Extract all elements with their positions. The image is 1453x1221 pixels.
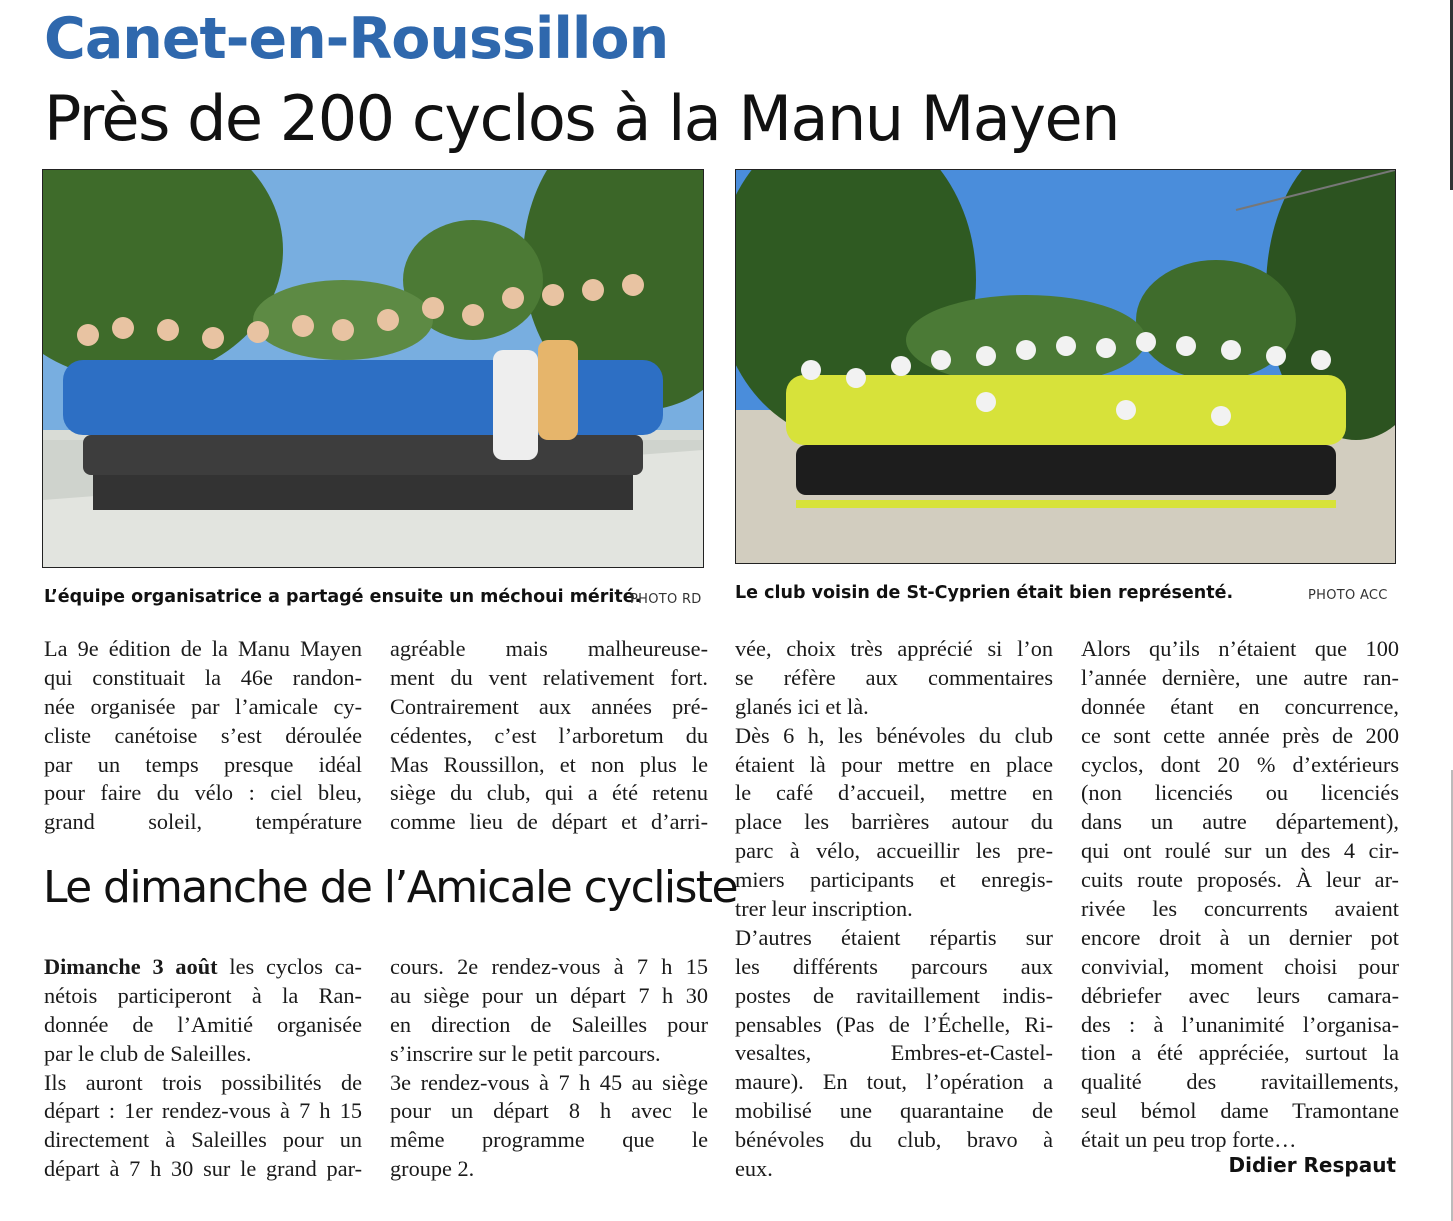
- text-line: donnée de l’Amitié organisée: [44, 1011, 362, 1037]
- text-line: comme lieu de départ et d’arri-: [390, 809, 708, 835]
- text-line: Mas Roussillon, et non plus le: [390, 751, 708, 777]
- author-signature: Didier Respaut: [1228, 1153, 1396, 1177]
- text-line: qualité des ravitaillements,: [1081, 1069, 1399, 1095]
- text-line: débriefer avec leurs camara-: [1081, 982, 1399, 1008]
- text-line: Dimanche 3 août les cyclos ca-: [44, 954, 362, 979]
- text-line: bénévoles du club, bravo à: [735, 1127, 1053, 1153]
- text-line: maure). En tout, l’opération a: [735, 1069, 1053, 1095]
- text-line: agréable mais malheureuse-: [390, 636, 708, 661]
- text-line: cyclos, dont 20 % d’extérieurs: [1081, 751, 1399, 777]
- text-line: convivial, moment choisi pour: [1081, 953, 1399, 979]
- text-line: s’inscrire sur le petit parcours.: [390, 1040, 661, 1066]
- text-line: cliste canétoise s’est déroulée: [44, 722, 362, 748]
- text-line: cédentes, c’est l’arboretum du: [390, 722, 708, 748]
- text-line: D’autres étaient répartis sur: [735, 924, 1053, 950]
- text-line: groupe 2.: [390, 1156, 475, 1182]
- text-line: par un temps presque idéal: [44, 751, 362, 777]
- text-line: tion a été appréciée, surtout la: [1081, 1040, 1399, 1066]
- article-column-2: [390, 635, 708, 837]
- brief-column-2: [390, 953, 708, 1184]
- lead-bold-text: Dimanche 3 août: [44, 954, 218, 979]
- secondary-headline: Le dimanche de l’Amicale cycliste: [43, 862, 737, 913]
- text-line: place les barrières autour du: [735, 809, 1053, 835]
- photo-st-cyprien-club: [735, 169, 1396, 564]
- brief-column-1: [44, 953, 362, 1184]
- text-line: dans un autre département),: [1081, 809, 1399, 835]
- text-line: cours. 2e rendez-vous à 7 h 15: [390, 954, 708, 979]
- text-line: qui ont roulé sur un des 4 cir-: [1081, 838, 1399, 864]
- text-line: par le club de Saleilles.: [44, 1040, 252, 1066]
- text-line: le café d’accueil, mettre en: [735, 780, 1053, 806]
- text-line: pensables (Pas de l’Échelle, Ri-: [735, 1011, 1053, 1037]
- text-line: mobilisé une quarantaine de: [735, 1098, 1053, 1124]
- text-line: cuits route proposés. À leur ar-: [1081, 867, 1399, 893]
- text-line: au siège pour un départ 7 h 30: [390, 982, 708, 1008]
- text-line: Dès 6 h, les bénévoles du club: [735, 722, 1053, 748]
- text-line: départ : 1er rendez-vous à 7 h 15: [44, 1098, 362, 1124]
- photo-caption-1: L’équipe organisatrice a partagé ensuite un méchoui mérité.: [44, 587, 642, 607]
- text-line: nétois participeront à la Ran-: [44, 982, 362, 1008]
- text-line: ce sont cette année près de 200: [1081, 722, 1399, 748]
- text-line: directement à Saleilles pour un: [44, 1127, 362, 1153]
- text-line: encore droit à un dernier pot: [1081, 924, 1399, 950]
- text-line: Alors qu’ils n’étaient que 100: [1081, 636, 1399, 661]
- text-line: 3e rendez-vous à 7 h 45 au siège: [390, 1069, 708, 1095]
- text-line: seul bémol dame Tramontane: [1081, 1098, 1399, 1124]
- text-line: l’année dernière, une autre ran-: [1081, 664, 1399, 690]
- text-line: miers participants et enregis-: [735, 867, 1053, 893]
- text-line: ment du vent relativement fort.: [390, 664, 708, 690]
- text-line: Ils auront trois possibilités de: [44, 1069, 362, 1095]
- text-line: glanés ici et là.: [735, 693, 869, 719]
- text-line: les différents parcours aux: [735, 953, 1053, 979]
- text-line: Contrairement aux années pré-: [390, 693, 708, 719]
- article-column-1: [44, 635, 362, 837]
- text-line: vesaltes, Embres-et-Castel-: [735, 1040, 1053, 1066]
- text-line: départ à 7 h 30 sur le grand par-: [44, 1156, 362, 1182]
- text-line: était un peu trop forte…: [1081, 1127, 1297, 1153]
- photo-caption-2: Le club voisin de St-Cyprien était bien représenté.: [735, 583, 1234, 603]
- text-line: postes de ravitaillement indis-: [735, 982, 1053, 1008]
- article-column-3: [735, 635, 1053, 1184]
- text-line: se réfère aux commentaires: [735, 664, 1053, 690]
- text-line: La 9e édition de la Manu Mayen: [44, 636, 362, 661]
- photo-credit-1: PHOTO RD: [630, 592, 702, 607]
- text-line: même programme que le: [390, 1127, 708, 1153]
- photo-organizing-team: [42, 169, 704, 568]
- text-line: des : à l’unanimité l’organisa-: [1081, 1011, 1399, 1037]
- text-line: qui constituait la 46e randon-: [44, 664, 362, 690]
- photo-credit-2: PHOTO ACC: [1308, 588, 1388, 603]
- text-line: trer leur inscription.: [735, 896, 913, 922]
- text-line: en direction de Saleilles pour: [390, 1011, 708, 1037]
- text-line: siège du club, qui a été retenu: [390, 780, 708, 806]
- text-line: parc à vélo, accueillir les pre-: [735, 838, 1053, 864]
- text-line: eux.: [735, 1156, 773, 1182]
- text-line: pour faire du vélo : ciel bleu,: [44, 780, 362, 806]
- article-column-4: [1081, 635, 1399, 1155]
- text-line: étaient là pour mettre en place: [735, 751, 1053, 777]
- text-line: rivée les concurrents avaient: [1081, 896, 1399, 922]
- section-kicker: Canet-en-Roussillon: [44, 6, 669, 72]
- text-line: grand soleil, température: [44, 809, 362, 835]
- text-line: (non licenciés ou licenciés: [1081, 780, 1399, 806]
- text-line: pour un départ 8 h avec le: [390, 1098, 708, 1124]
- text-line: vée, choix très apprécié si l’on: [735, 636, 1053, 661]
- article-headline: Près de 200 cyclos à la Manu Mayen: [44, 82, 1119, 155]
- text-line: donnée étant en concurrence,: [1081, 693, 1399, 719]
- text-line: née organisée par l’amicale cy-: [44, 693, 362, 719]
